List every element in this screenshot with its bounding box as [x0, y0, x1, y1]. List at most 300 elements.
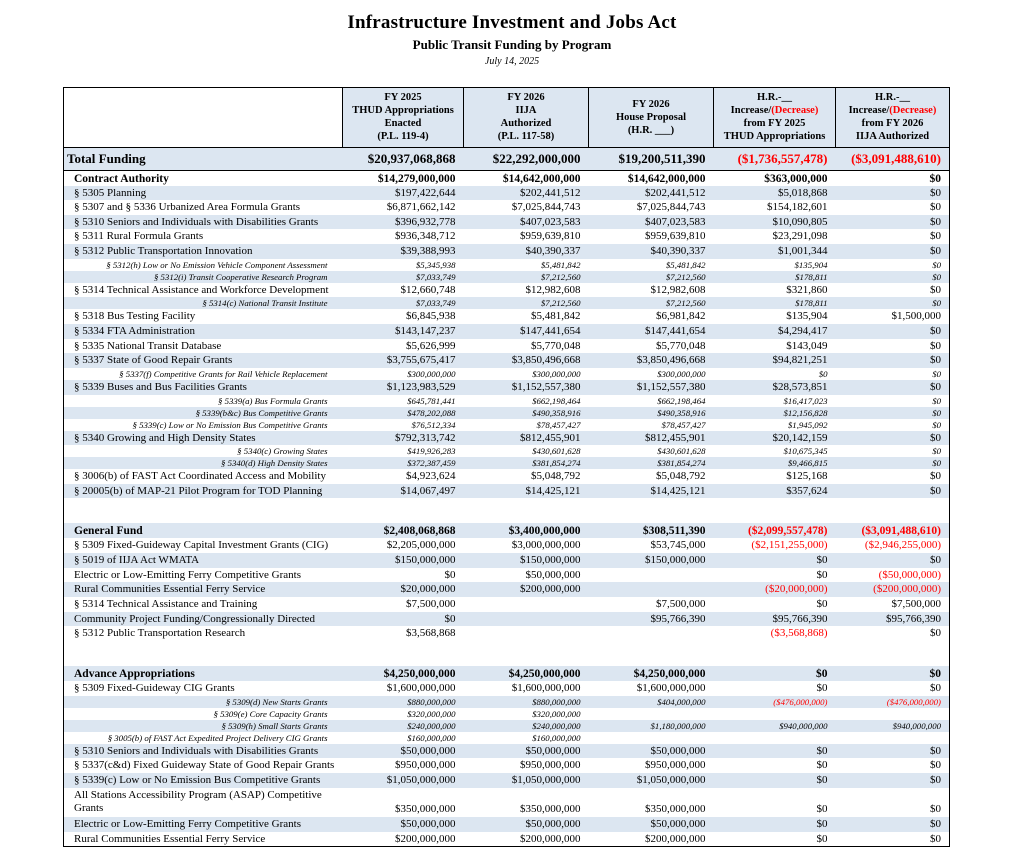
table-row [64, 568, 950, 583]
value-cell: $0 [444, 612, 456, 625]
value-cell: $14,642,000,000 [627, 172, 706, 185]
value-cell: $10,090,805 [772, 215, 828, 228]
table-row [64, 339, 950, 354]
value-cell: $78,457,427 [661, 419, 706, 430]
value-cell: $0 [930, 230, 941, 243]
program-cell: § 5312(i) Transit Cooperative Research Program [153, 271, 328, 282]
value-cell: $0 [930, 201, 941, 214]
value-cell: $407,023,583 [520, 215, 581, 228]
value-cell: $150,000,000 [645, 554, 706, 567]
value-cell: $0 [816, 667, 828, 680]
table-header [64, 88, 950, 148]
value-cell: $0 [932, 458, 941, 469]
value-cell: $3,400,000,000 [508, 525, 581, 538]
value-cell: $20,142,159 [772, 431, 828, 444]
spacer-cell [64, 498, 950, 523]
value-cell: $350,000,000 [395, 803, 456, 816]
value-cell: $202,441,512 [645, 186, 706, 199]
program-cell: Rural Communities Essential Ferry Service [74, 583, 266, 596]
program-cell: § 5312 Public Transportation Research [74, 627, 246, 640]
value-cell: $430,601,628 [532, 446, 581, 457]
program-cell: § 3006(b) of FAST Act Coordinated Access and Mobility [74, 470, 326, 483]
program-cell: § 5310 Seniors and Individuals with Disabilities Grants [74, 215, 319, 228]
value-cell: $812,455,901 [645, 431, 706, 444]
value-cell: $40,390,337 [650, 245, 706, 258]
value-cell: $78,457,427 [536, 419, 581, 430]
value-cell: $0 [816, 803, 828, 816]
table-row [64, 259, 950, 271]
program-cell: § 5340(d) High Density States [220, 458, 328, 469]
table-row [64, 297, 950, 309]
value-cell: $0 [930, 324, 941, 337]
value-cell: $143,049 [786, 339, 828, 352]
value-cell: $0 [932, 259, 941, 270]
value-cell: $959,639,810 [520, 230, 581, 243]
value-cell: ($476,000,000) [773, 696, 828, 707]
value-cell: $95,766,390 [650, 612, 706, 625]
value-cell [589, 582, 714, 597]
table-row [64, 538, 950, 553]
value-cell: $1,180,000,000 [650, 720, 706, 731]
spacer-row [64, 498, 950, 523]
program-cell: § 5340 Growing and High Density States [74, 431, 256, 444]
value-cell: $3,568,868 [406, 627, 456, 640]
value-cell: $50,000,000 [525, 568, 581, 581]
value-cell: $125,168 [786, 470, 828, 483]
value-cell: $50,000,000 [400, 818, 456, 831]
program-cell: § 5339(b&c) Bus Competitive Grants [195, 407, 328, 418]
table-row [64, 368, 950, 380]
value-cell [836, 732, 950, 744]
table-header-cell-fy2026_house: FY 2026 House Proposal (H.R. ___) [589, 88, 714, 148]
value-cell: $0 [930, 818, 941, 831]
program-cell: Contract Authority [74, 172, 169, 185]
value-cell: $178,811 [795, 271, 828, 282]
table-row [64, 553, 950, 568]
value-cell: $0 [930, 470, 941, 483]
value-cell: $0 [930, 759, 941, 772]
program-cell: Advance Appropriations [74, 667, 195, 680]
value-cell: $0 [816, 568, 828, 581]
value-cell: $1,500,000 [891, 310, 941, 323]
value-cell: $1,050,000,000 [386, 773, 456, 786]
value-cell: $0 [930, 339, 941, 352]
value-cell: $14,067,497 [400, 484, 456, 497]
value-cell: $320,000,000 [407, 708, 456, 719]
table-row [64, 147, 950, 170]
value-cell: $40,390,337 [525, 245, 581, 258]
value-cell: $0 [930, 803, 941, 816]
value-cell: $95,766,390 [772, 612, 828, 625]
program-cell: Community Project Funding/Congressionally Directed [74, 612, 316, 625]
value-cell: $150,000,000 [520, 554, 581, 567]
value-cell: $20,000,000 [400, 583, 456, 596]
program-cell: § 5312 Public Transportation Innovation [74, 245, 253, 258]
value-cell: $0 [932, 368, 941, 379]
table-body [64, 147, 950, 847]
value-cell: $39,388,993 [400, 245, 456, 258]
program-cell: § 5339(c) Low or No Emission Bus Competitive Grants [74, 773, 321, 786]
table-row [64, 457, 950, 469]
value-cell: $50,000,000 [650, 818, 706, 831]
value-cell: $1,945,092 [787, 419, 828, 430]
value-cell: $14,425,121 [525, 484, 581, 497]
value-cell: $9,466,815 [787, 458, 828, 469]
value-cell: $478,202,088 [407, 407, 456, 418]
value-cell: $50,000,000 [525, 744, 581, 757]
value-cell [464, 626, 589, 641]
program-cell: § 5334 FTA Administration [74, 324, 196, 337]
value-cell: $178,811 [795, 298, 828, 309]
value-cell: $350,000,000 [520, 803, 581, 816]
value-cell: $357,624 [786, 484, 828, 497]
value-cell: $12,982,608 [525, 283, 581, 296]
value-cell: $7,025,844,743 [636, 201, 706, 214]
value-cell: $404,000,000 [657, 696, 706, 707]
value-cell: $300,000,000 [657, 368, 706, 379]
program-cell: § 20005(b) of MAP-21 Pilot Program for TOD Planning [74, 484, 323, 497]
table-row [64, 484, 950, 499]
header-row [64, 88, 950, 148]
value-cell: $0 [818, 368, 828, 379]
table-row [64, 626, 950, 641]
value-cell: $1,600,000,000 [386, 681, 456, 694]
table-row [64, 395, 950, 407]
program-cell: § 5337(c&d) Fixed Guideway State of Good Repair Grants [74, 759, 335, 772]
program-cell: Electric or Low-Emitting Ferry Competitive Grants [74, 818, 301, 831]
value-cell: $5,770,048 [531, 339, 581, 352]
spacer-cell [64, 641, 950, 666]
value-cell: $4,250,000,000 [633, 667, 706, 680]
value-cell: $792,313,742 [395, 431, 456, 444]
value-cell: $407,023,583 [645, 215, 706, 228]
value-cell: $490,358,916 [532, 407, 581, 418]
table-row [64, 720, 950, 732]
table-header-cell-hr_vs_fy2026: H.R.-__ Increase/(Decrease) from FY 2026 IIJA Authorized [836, 88, 950, 148]
program-cell: § 5339 Buses and Bus Facilities Grants [74, 380, 247, 393]
value-cell: $0 [930, 627, 941, 640]
table-row [64, 380, 950, 395]
table-row [64, 271, 950, 283]
value-cell: $0 [930, 380, 941, 393]
value-cell: $0 [932, 271, 941, 282]
value-cell: $0 [816, 759, 828, 772]
table-row [64, 832, 950, 847]
program-cell: § 5337(f) Competitive Grants for Rail Vehicle Replacement [119, 368, 328, 379]
table-row [64, 523, 950, 538]
value-cell: $7,033,749 [415, 298, 456, 309]
value-cell: $12,982,608 [650, 283, 706, 296]
value-cell: $0 [816, 832, 828, 845]
value-cell: $950,000,000 [645, 759, 706, 772]
program-cell: § 5312(h) Low or No Emission Vehicle Component Assessment [106, 259, 328, 270]
value-cell: $0 [932, 419, 941, 430]
value-cell: $7,033,749 [415, 271, 456, 282]
table-row [64, 324, 950, 339]
value-cell: $0 [930, 283, 941, 296]
value-cell: $1,600,000,000 [636, 681, 706, 694]
value-cell: $14,642,000,000 [502, 172, 581, 185]
value-cell: $1,123,983,529 [386, 380, 456, 393]
value-cell: $200,000,000 [645, 832, 706, 845]
program-cell: General Fund [74, 525, 143, 538]
value-cell: ($3,091,488,610) [861, 525, 941, 538]
program-cell: § 3005(b) of FAST Act Expedited Project Delivery CIG Grants [107, 732, 328, 743]
document-header [0, 12, 1024, 67]
value-cell: $12,660,748 [400, 283, 456, 296]
value-cell [589, 626, 714, 641]
program-cell: § 5309 Fixed-Guideway CIG Grants [74, 681, 235, 694]
value-cell: $6,981,842 [656, 310, 706, 323]
table-row [64, 666, 950, 681]
value-cell: $1,001,344 [778, 245, 828, 258]
value-cell: $0 [929, 667, 941, 680]
value-cell: $0 [932, 446, 941, 457]
value-cell: $4,250,000,000 [383, 667, 456, 680]
value-cell: ($476,000,000) [886, 696, 941, 707]
value-cell: $0 [444, 568, 456, 581]
value-cell: $0 [932, 407, 941, 418]
program-cell: § 5340(c) Growing States [237, 446, 328, 457]
value-cell: $94,821,251 [772, 354, 828, 367]
program-cell: § 5318 Bus Testing Facility [74, 310, 196, 323]
value-cell: $321,860 [786, 283, 828, 296]
value-cell: $7,025,844,743 [511, 201, 581, 214]
value-cell: $160,000,000 [407, 732, 456, 743]
value-cell: $50,000,000 [400, 744, 456, 757]
page-subtitle: Public Transit Funding by Program [412, 37, 612, 52]
value-cell: $936,348,712 [395, 230, 456, 243]
program-cell: § 5307 and § 5336 Urbanized Area Formula Grants [74, 201, 301, 214]
program-cell: Total Funding [64, 147, 343, 170]
value-cell: $147,441,654 [645, 324, 706, 337]
program-cell: All Stations Accessibility Program (ASAP) Competitive Grants [74, 788, 322, 815]
program-cell: § 5314 Technical Assistance and Training [74, 598, 258, 611]
value-cell: $5,481,842 [540, 259, 581, 270]
value-cell: $53,745,000 [650, 539, 706, 552]
value-cell: $50,000,000 [650, 744, 706, 757]
value-cell: $940,000,000 [892, 720, 941, 731]
value-cell: $76,512,334 [411, 419, 456, 430]
value-cell: $7,212,560 [665, 271, 706, 282]
value-cell: $0 [816, 744, 828, 757]
value-cell: $0 [930, 681, 941, 694]
value-cell: $50,000,000 [525, 818, 581, 831]
table-row [64, 817, 950, 832]
value-cell: $959,639,810 [645, 230, 706, 243]
table-header-cell-program [64, 88, 343, 148]
value-cell: ($2,099,557,478) [747, 525, 828, 538]
table-row [64, 758, 950, 773]
table-row [64, 431, 950, 446]
program-cell: § 5309(e) Core Capacity Grants [213, 708, 328, 719]
table-row [64, 229, 950, 244]
value-cell: $0 [930, 431, 941, 444]
value-cell: ($3,091,488,610) [836, 147, 950, 170]
value-cell: $396,932,778 [395, 215, 456, 228]
table-header-cell-fy2025_thud: FY 2025 THUD Appropriations Enacted (P.L. 119-4) [343, 88, 464, 148]
table-row [64, 419, 950, 431]
value-cell: $5,481,842 [531, 310, 581, 323]
program-cell: § 5309 Fixed-Guideway Capital Investment Grants (CIG) [74, 539, 329, 552]
value-cell: $0 [929, 172, 941, 185]
value-cell: $200,000,000 [520, 832, 581, 845]
value-cell: $0 [930, 484, 941, 497]
value-cell: $2,408,068,868 [383, 525, 456, 538]
value-cell: $662,198,464 [532, 395, 581, 406]
table-row [64, 773, 950, 788]
value-cell: $5,048,792 [531, 470, 581, 483]
value-cell: $0 [816, 681, 828, 694]
value-cell: ($20,000,000) [765, 583, 828, 596]
value-cell: $14,425,121 [650, 484, 706, 497]
value-cell: $147,441,654 [520, 324, 581, 337]
value-cell: $5,770,048 [656, 339, 706, 352]
value-cell: ($3,568,868) [770, 627, 828, 640]
program-cell: § 5339(c) Low or No Emission Bus Competitive Grants [132, 419, 328, 430]
value-cell: ($200,000,000) [873, 583, 941, 596]
value-cell: $197,422,644 [395, 186, 456, 199]
value-cell: $0 [930, 215, 941, 228]
table-row [64, 744, 950, 759]
value-cell: $662,198,464 [657, 395, 706, 406]
value-cell: $5,048,792 [656, 470, 706, 483]
value-cell: $95,766,390 [886, 612, 941, 625]
value-cell [589, 708, 714, 720]
value-cell: $0 [930, 554, 941, 567]
value-cell: $0 [930, 832, 941, 845]
value-cell: $3,000,000,000 [511, 539, 581, 552]
value-cell: $419,926,283 [407, 446, 456, 457]
program-cell: § 5309(h) Small Starts Grants [221, 720, 328, 731]
value-cell: $6,871,662,142 [386, 201, 456, 214]
value-cell: $143,147,237 [395, 324, 456, 337]
value-cell: $308,511,390 [642, 525, 706, 538]
value-cell: $812,455,901 [520, 431, 581, 444]
value-cell: $1,050,000,000 [511, 773, 581, 786]
value-cell: ($2,151,255,000) [751, 539, 828, 552]
program-cell: § 5309(d) New Starts Grants [225, 696, 328, 707]
value-cell: $202,441,512 [520, 186, 581, 199]
program-cell: § 5311 Rural Formula Grants [74, 230, 204, 243]
program-cell: § 5305 Planning [74, 186, 147, 199]
value-cell: $0 [816, 773, 828, 786]
program-cell: Rural Communities Essential Ferry Service [74, 832, 266, 845]
value-cell: $154,182,601 [767, 201, 828, 214]
value-cell: $135,904 [794, 259, 828, 270]
value-cell: $381,854,274 [657, 458, 706, 469]
program-cell: § 5314 Technical Assistance and Workforce Development [74, 283, 329, 296]
table-row [64, 170, 950, 186]
value-cell: $200,000,000 [520, 583, 581, 596]
table-row [64, 732, 950, 744]
value-cell: $7,212,560 [540, 271, 581, 282]
table-row [64, 708, 950, 720]
value-cell: ($1,736,557,478) [714, 147, 836, 170]
value-cell: $0 [930, 186, 941, 199]
value-cell: $940,000,000 [779, 720, 828, 731]
value-cell: $7,500,000 [406, 598, 456, 611]
spacer-row [64, 641, 950, 666]
value-cell: ($50,000,000) [878, 568, 941, 581]
value-cell: $3,850,496,668 [636, 354, 706, 367]
value-cell: $0 [932, 298, 941, 309]
value-cell: $22,292,000,000 [464, 147, 589, 170]
value-cell: $320,000,000 [532, 708, 581, 719]
value-cell [714, 732, 836, 744]
value-cell: $240,000,000 [407, 720, 456, 731]
page-date: July 14, 2025 [484, 56, 540, 67]
table-header-cell-hr_vs_fy2025: H.R.-__ Increase/(Decrease) from FY 2025 THUD Appropriations [714, 88, 836, 148]
value-cell: $7,212,560 [540, 298, 581, 309]
table-row [64, 186, 950, 201]
value-cell: $12,156,828 [783, 407, 828, 418]
value-cell: $880,000,000 [532, 696, 581, 707]
value-cell: $7,500,000 [891, 598, 941, 611]
value-cell: $0 [930, 245, 941, 258]
value-cell: $135,904 [786, 310, 828, 323]
value-cell [589, 568, 714, 583]
funding-table [63, 87, 950, 847]
value-cell: $645,781,441 [407, 395, 456, 406]
table-row [64, 681, 950, 696]
value-cell: $7,500,000 [656, 598, 706, 611]
table-row [64, 612, 950, 627]
table-row [64, 696, 950, 708]
value-cell: $0 [930, 744, 941, 757]
program-cell: § 5019 of IIJA Act WMATA [74, 554, 200, 567]
value-cell: $20,937,068,868 [343, 147, 464, 170]
table-row [64, 582, 950, 597]
table-row [64, 353, 950, 368]
table-row [64, 200, 950, 215]
value-cell: $14,279,000,000 [377, 172, 456, 185]
value-cell: $200,000,000 [395, 832, 456, 845]
value-cell [836, 708, 950, 720]
value-cell: $490,358,916 [657, 407, 706, 418]
value-cell: $1,600,000,000 [511, 681, 581, 694]
value-cell: $0 [816, 598, 828, 611]
value-cell: $1,152,557,380 [636, 380, 706, 393]
value-cell: $300,000,000 [532, 368, 581, 379]
value-cell: $4,923,624 [406, 470, 456, 483]
table-row [64, 445, 950, 457]
funding-table-container [63, 87, 949, 847]
value-cell: $363,000,000 [764, 172, 828, 185]
value-cell: $0 [930, 354, 941, 367]
program-cell: § 5337 State of Good Repair Grants [74, 354, 233, 367]
value-cell: $240,000,000 [532, 720, 581, 731]
value-cell: $0 [816, 554, 828, 567]
value-cell: $2,205,000,000 [386, 539, 456, 552]
value-cell: $372,387,459 [407, 458, 456, 469]
value-cell: $150,000,000 [395, 554, 456, 567]
value-cell [589, 732, 714, 744]
value-cell: $0 [816, 818, 828, 831]
value-cell: $4,294,417 [778, 324, 828, 337]
value-cell [464, 612, 589, 627]
program-cell: § 5310 Seniors and Individuals with Disabilities Grants [74, 744, 319, 757]
value-cell: $5,018,868 [778, 186, 828, 199]
value-cell: $1,050,000,000 [636, 773, 706, 786]
value-cell: $10,675,345 [783, 446, 828, 457]
table-row [64, 469, 950, 484]
program-cell: § 5335 National Transit Database [74, 339, 222, 352]
program-cell: § 5339(a) Bus Formula Grants [218, 395, 328, 406]
page-title: Infrastructure Investment and Jobs Act [347, 12, 677, 33]
value-cell: $6,845,938 [406, 310, 456, 323]
value-cell: $381,854,274 [532, 458, 581, 469]
